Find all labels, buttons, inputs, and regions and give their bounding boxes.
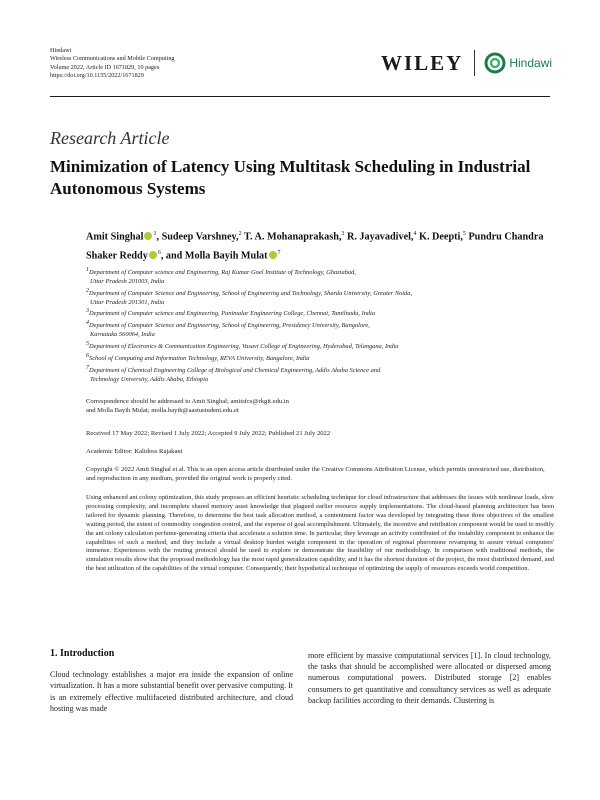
affiliation-text-continued: Karnataka 560064, India	[90, 331, 155, 339]
affiliation-text: Department of Computer Science and Engineering, School of Engineering and Technology, Sharda University, Greater Noida,	[89, 289, 413, 297]
author-name: Pundru Chandra Shaker Reddy	[86, 231, 544, 262]
wiley-logo: WILEY	[380, 50, 464, 75]
author-affiliation-number: 2	[238, 231, 242, 237]
intro-left-column	[50, 648, 293, 714]
affiliation-item	[86, 352, 556, 364]
correspondence-line-1: Correspondence should be addressed to Amit Singhal; amitsfcs@rkgit.edu.in	[86, 398, 289, 405]
volume-info: Volume 2022, Article ID 1671829, 10 pages	[50, 63, 160, 71]
affiliation-item	[86, 266, 556, 287]
orcid-icon[interactable]	[149, 251, 157, 259]
article-type: Research Article	[50, 128, 170, 148]
affiliation-number: 6	[86, 353, 89, 359]
affiliation-item	[86, 340, 556, 352]
affiliation-text-continued: Technology University, Addis Ababa, Ethiopia	[90, 375, 209, 383]
affiliation-text: Department of Computer science and Engineering, Raj Kumar Goel Institute of Technology, Ghaziabad,	[89, 269, 356, 277]
author-name: Amit Singhal	[86, 231, 144, 243]
affiliation-item	[86, 287, 556, 308]
affiliation-number: 7	[86, 364, 89, 371]
brand-divider	[474, 50, 475, 76]
hindawi-wordmark: Hindawi	[509, 56, 552, 70]
affiliation-text: Department of Computer science and Engineering, Panimalar Engineering College, Chennai, Tamilnadu, India	[89, 310, 376, 318]
affiliation-list	[86, 266, 556, 385]
header-rule	[50, 96, 550, 97]
article-title: Minimization of Latency Using Multitask Scheduling in Industrial Autonomous Systems	[50, 157, 531, 198]
affiliation-text: School of Computing and Information Technology, REVA University, Bangalore, India	[89, 355, 310, 363]
affiliation-number: 4	[86, 320, 89, 327]
academic-editor: Academic Editor: Kalidoss Rajakani	[86, 448, 183, 455]
author-list: Amit Singhal $^1$, Sudeep Varshney,$^2$ T. A. Mohanaprakash,$^3$ R. Jayavadivel,$^4$ K. Deepti,$^5$ Pundru Chandra Shaker Reddy $^6$, and Molla Bayih Mulat $^7$	[86, 231, 544, 262]
orcid-icon[interactable]	[269, 251, 277, 259]
intro-paragraph-right: more efficient by massive computational services [1]. In cloud technology, the tasks that should be accomplished were allocated or dispersed among numerous computational powers. Distributed storage [2] enables consumers to get quantitative and consultancy services as well as adequate backup facilities according to their demands. Clustering is	[308, 651, 551, 705]
copyright-notice: Copyright © 2022 Amit Singhal et al. This is an open access article distributed under the Creative Commons Attribution License, which permits unrestricted use, distribution, and reproduction in any medium, provided the original work is properly cited.	[86, 466, 545, 482]
author-affiliation-number: 6	[157, 250, 161, 257]
affiliation-text: Department of Computer Science and Engineering, School of Engineering, Presidency University, Bangalore,	[89, 322, 370, 330]
author-affiliation-number: 1	[153, 231, 157, 237]
affiliation-item	[86, 364, 556, 385]
affiliation-text: Department of Chemical Engineering College of Biological and Chemical Engineering, Addis Ababa Science and	[89, 367, 381, 375]
affiliation-text-continued: Uttar Pradesh 201003, India	[90, 277, 165, 285]
abstract: Using enhanced ant colony optimization, this study proposes an efficient heuristic scheduling technique for cloud infrastructure that addresses the issues with nonlinear loads, slow processing complexity, and incomplete shared memory asset knowledge that plagued earlier resource supply implementations. The cloud-based planning architecture has been tailored for dynamic planning. Therefore, to determine the best task allocation method, a contentment factor was developed by integrating these three objectives of the smallest waiting period, the extent of commodity congestion control, and the expense of goal accomplishment. Ultimately, the incentive and retribution component would be used to modify the ant colony calculation perfume-generating criteria that accelerate a solution time. In particular, they leverage an activity contributed of the instability component to enhance the capabilities of such a method, and they include a virtual desktop burden weight component in the operation of regional pheromone revamping to assure virtual computers' immense. Experiences with the routing protocol should be used to explore or demonstrate the feasibility of our methodology. In comparison with traditional methods, the simulation results show that the proposed methodology has the most rapid generalization capability, and it has the shortest duration of the project, the most distributed demand, and the best utilization of the capabilities of the virtual computer. Consequently, their hypothetical technique of optimizing the supply of resources exceeds world competition.	[86, 494, 554, 573]
correspondence	[86, 398, 556, 416]
hindawi-logo-icon	[484, 52, 506, 74]
affiliation-number: 1	[86, 267, 89, 273]
affiliation-text-continued: Uttar Pradesh 201301, India	[90, 298, 165, 306]
affiliation-item	[86, 307, 556, 319]
affiliation-text: Department of Electronics & Communication Engineering, Vasavi College of Engineering, Hyderabad, Telangana, India	[89, 343, 399, 351]
author-name: R. Jayavadivel,	[346, 231, 414, 243]
author-name: and Molla Bayih Mulat	[165, 250, 268, 262]
author-affiliation-number: 3	[341, 231, 345, 237]
author-affiliation-number: 5	[462, 231, 466, 237]
orcid-icon[interactable]	[144, 232, 152, 240]
doi-link[interactable]: https://doi.org/10.1155/2022/1671829	[50, 72, 144, 80]
publication-dates: Received 17 May 2022; Revised 1 July 2022; Accepted 9 July 2022; Published 21 July 2022	[86, 430, 331, 437]
publisher-brand	[381, 46, 552, 80]
author-name: K. Deepti,	[419, 231, 463, 243]
journal-name: Wireless Communications and Mobile Computing	[50, 55, 175, 63]
affiliation-number: 5	[86, 341, 89, 348]
affiliation-number: 3	[86, 308, 89, 315]
author-affiliation-number: 4	[413, 231, 417, 237]
affiliation-item	[86, 319, 556, 340]
journal-header	[50, 47, 175, 81]
author-name: Sudeep Varshney,	[161, 231, 239, 243]
affiliation-number: 2	[86, 287, 89, 294]
section-heading: 1. Introduction	[50, 648, 115, 659]
intro-right-column	[308, 650, 551, 706]
correspondence-line-2: and Molla Bayih Mulat; molla.bayih@aastustudent.edu.et	[86, 406, 239, 414]
author-name: T. A. Mohanaprakash,	[243, 231, 342, 243]
publisher-name: Hindawi	[50, 47, 72, 54]
intro-paragraph-left: Cloud technology establishes a major era inside the expansion of online virtualization. It has a more substantial benefit over pervasive computing. It is an extremely effective multifaceted distributed architecture, and cloud hosting was made	[50, 670, 293, 713]
author-affiliation-number: 7	[277, 250, 281, 257]
